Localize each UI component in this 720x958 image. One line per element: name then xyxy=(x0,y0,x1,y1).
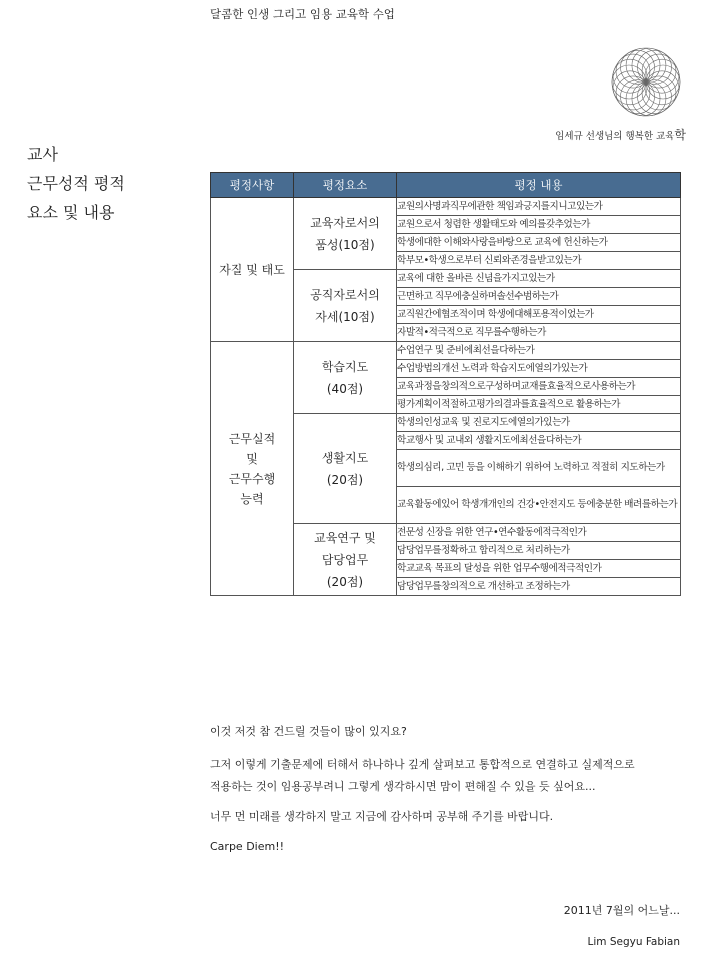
content-cell: 수업방법의개선 노력과 학습지도에열의가있는가 xyxy=(397,360,681,378)
footer-author: Lim Segyu Fabian xyxy=(587,936,680,948)
content-cell: 교직원간에협조적이며 학생에대해포용적이었는가 xyxy=(397,306,681,324)
element-cell xyxy=(294,524,397,596)
category-label: 근무수행 xyxy=(228,471,276,486)
content-cell: 학교교육 목표의 달성을 위한 업무수행에적극적인가 xyxy=(397,560,681,578)
content-cell: 수업연구 및 준비에최선을다하는가 xyxy=(397,342,681,360)
element-points: 품성(10점) xyxy=(315,237,375,252)
element-label: 교육자로서의 xyxy=(310,215,380,230)
page-header: 달콤한 인생 그리고 임용 교육학 수업 xyxy=(210,7,395,21)
content-cell: 학부모•학생으로부터 신뢰와존경을받고있는가 xyxy=(397,252,681,270)
side-title-line1: 교사 xyxy=(27,145,58,164)
content-cell: 자발적•적극적으로 직무를수행하는가 xyxy=(397,324,681,342)
paragraph: 너무 먼 미래를 생각하지 말고 지금에 감사하며 공부해 주기를 바랍니다. xyxy=(210,810,554,823)
content-cell: 평가계획이적절하고평가의결과를효율적으로 활용하는가 xyxy=(397,396,681,414)
category-label: 및 xyxy=(246,451,258,466)
closing-phrase: Carpe Diem!! xyxy=(210,840,285,853)
content-cell: 학생의심리, 고민 등을 이해하기 위하여 노력하고 적절히 지도하는가 xyxy=(397,450,681,487)
element-label: 학습지도 xyxy=(321,359,369,374)
category-cell xyxy=(211,198,294,342)
content-cell: 교원으로서 청렴한 생활태도와 예의를갖추었는가 xyxy=(397,216,681,234)
content-cell: 학생의인성교육 및 진로지도에열의가있는가 xyxy=(397,414,681,432)
content-cell: 전문성 신장을 위한 연구•연수활동에적극적인가 xyxy=(397,524,681,542)
header-content: 평정 내용 xyxy=(397,173,681,198)
footer-date: 2011년 7월의 어느날... xyxy=(563,904,680,917)
element-label: 생활지도 xyxy=(321,450,369,465)
spirograph-logo xyxy=(610,46,682,118)
side-title-line3: 요소 및 내용 xyxy=(27,203,115,222)
header-element: 평정요소 xyxy=(294,173,397,198)
element-cell xyxy=(294,414,397,524)
evaluation-table xyxy=(210,172,681,596)
element-cell xyxy=(294,198,397,270)
side-title xyxy=(27,140,125,227)
category-label: 근무실적 xyxy=(228,431,276,446)
content-cell: 교육활동에있어 학생개개인의 건강•안전지도 등에충분한 배려를하는가 xyxy=(397,487,681,524)
paragraph-line: 적용하는 것이 임용공부려니 그렇게 생각하시면 맘이 편해질 수 있을 듯 싶어요... xyxy=(210,780,596,793)
element-points: (20점) xyxy=(326,574,364,589)
header-category: 평정사항 xyxy=(211,173,294,198)
paragraph: 이것 저것 참 건드릴 것들이 많이 있지요? xyxy=(210,725,407,738)
content-cell: 교원의사명과직무에관한 책임과긍지를지니고있는가 xyxy=(397,198,681,216)
paragraph xyxy=(210,754,635,798)
element-label: 공직자로서의 xyxy=(310,287,380,302)
side-title-line2: 근무성적 평적 xyxy=(27,174,125,193)
element-points: (40점) xyxy=(326,381,364,396)
category-label: 자질 및 태도 xyxy=(219,262,285,277)
paragraph-line: 그저 이렇게 기출문제에 터해서 하나하나 깊게 살펴보고 통합적으로 연결하고 실제적으로 xyxy=(210,758,635,771)
content-cell: 근면하고 직무에충실하며솔선수범하는가 xyxy=(397,288,681,306)
subtitle-main: 임세규 선생님의 행복한 교육 xyxy=(555,131,675,142)
element-cell xyxy=(294,270,397,342)
element-points: 자세(10점) xyxy=(315,309,375,324)
content-cell: 교육에 대한 올바른 신념을가지고있는가 xyxy=(397,270,681,288)
content-cell: 학생에대한 이해와사랑을바탕으로 교육에 헌신하는가 xyxy=(397,234,681,252)
subtitle-last: 학 xyxy=(674,128,686,142)
content-cell: 학교행사 및 교내외 생활지도에최선을다하는가 xyxy=(397,432,681,450)
table-row xyxy=(211,342,681,360)
element-points: (20점) xyxy=(326,472,364,487)
element-cell xyxy=(294,342,397,414)
logo-subtitle xyxy=(555,126,686,143)
table-row xyxy=(211,198,681,216)
element-label: 교육연구 및 xyxy=(314,530,376,545)
category-cell xyxy=(211,342,294,596)
element-label: 담당업무 xyxy=(321,552,369,567)
category-label: 능력 xyxy=(240,491,264,506)
content-cell: 담당업무를창의적으로 개선하고 조정하는가 xyxy=(397,578,681,596)
table-header-row xyxy=(211,173,681,198)
content-cell: 교육과정을창의적으로구성하며교재를효율적으로사용하는가 xyxy=(397,378,681,396)
content-cell: 담당업무를정확하고 합리적으로 처리하는가 xyxy=(397,542,681,560)
